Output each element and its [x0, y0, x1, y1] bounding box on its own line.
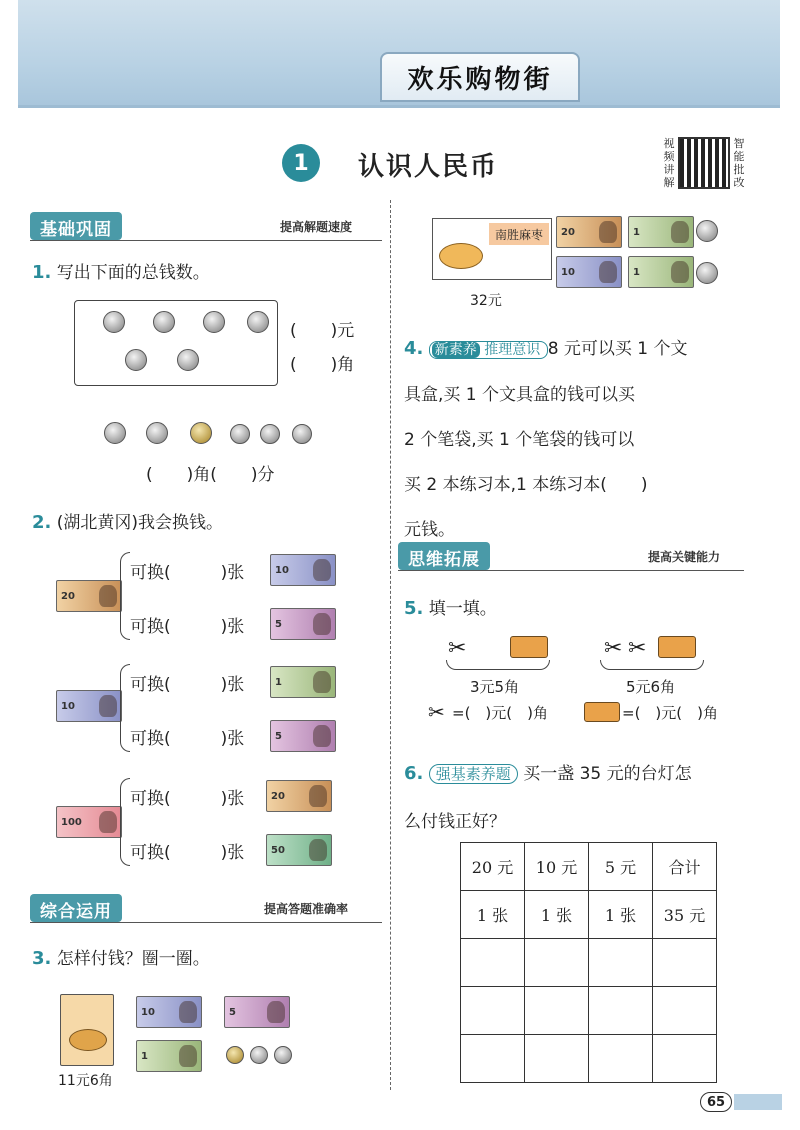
coin-1-yuan-icon	[125, 349, 147, 371]
banknote-10-yuan-icon: 10	[56, 690, 122, 722]
section-basic-subtitle: 提高解题速度	[280, 220, 353, 234]
banknote-5-yuan-icon: 5	[270, 720, 336, 752]
blank-jiao[interactable]: ( )角	[290, 355, 355, 375]
table-row[interactable]	[461, 987, 717, 1035]
question-1: 1. 写出下面的总钱数。	[32, 262, 210, 283]
banknote-50-yuan-icon: 50	[266, 834, 332, 866]
exchange-row: 可换( )张	[130, 729, 245, 749]
lesson-title: 认识人民币	[358, 152, 499, 182]
section-expand-title: 思维拓展	[398, 542, 490, 570]
question-6: 6. 强基素养题 买一盏 35 元的台灯怎 么付钱正好？	[404, 763, 692, 832]
coin-box	[74, 300, 278, 386]
question-2: 2. (湖北黄冈)我会换钱。	[32, 512, 224, 533]
tag-foundation: 强基素养题	[429, 764, 518, 784]
banner-title: 欢乐购物街	[380, 52, 580, 102]
price-left: 11元6角	[58, 1073, 113, 1089]
page-number: 65	[700, 1092, 732, 1112]
scissors-icon: ✂	[428, 700, 445, 724]
price-right: 32元	[470, 293, 502, 309]
coin-5-jiao-icon[interactable]	[226, 1046, 244, 1064]
exchange-row: 可换( )张	[130, 675, 245, 695]
banknote-20-yuan-icon: 20	[266, 780, 332, 812]
banknote-1-yuan-icon[interactable]: 1	[628, 216, 694, 248]
banknote-20-yuan-icon[interactable]: 20	[556, 216, 622, 248]
section-expand-subtitle: 提高关键能力	[648, 550, 721, 564]
exchange-row: 可换( )张	[130, 843, 245, 863]
coin-1-yuan-icon	[103, 311, 125, 333]
banknote-10-yuan-icon: 10	[270, 554, 336, 586]
banknote-20-yuan-icon: 20	[56, 580, 122, 612]
banknote-10-yuan-icon[interactable]: 10	[136, 996, 202, 1028]
coin-1-yuan-icon	[203, 311, 225, 333]
banknote-10-yuan-icon[interactable]: 10	[556, 256, 622, 288]
fill-pencil-box[interactable]: =( )元( )角	[622, 704, 718, 722]
qr-label-right: 智 能 批 改	[733, 137, 745, 189]
coin-1-yuan-icon	[146, 422, 168, 444]
coin-1-yuan-icon[interactable]	[696, 262, 718, 284]
coin-1-yuan-icon[interactable]	[696, 220, 718, 242]
group-2-total: 5元6角	[626, 678, 676, 696]
lesson-number-badge: 1	[282, 144, 320, 182]
question-4: 4. 新素养 推理意识 8 元可以买 1 个文 具盒,买 1 个文具盒的钱可以买 2 个笔袋,买 1 个笔袋的钱可以 买 2 本练习本,1 本练习本( ) 元钱。	[404, 338, 688, 540]
coin-5-jiao-icon	[190, 422, 212, 444]
payment-table	[460, 842, 717, 1083]
pencil-box-icon	[658, 636, 696, 658]
tag-reasoning: 推理意识	[484, 342, 541, 358]
coin-1-jiao-icon	[260, 424, 280, 444]
blank-jiao-fen[interactable]: ( )角( )分	[146, 465, 275, 485]
table-header-row: 20 元 10 元 5 元 合计	[461, 843, 717, 891]
scissors-icon: ✂	[604, 636, 623, 661]
section-apply-subtitle: 提高答题准确率	[264, 902, 349, 916]
exchange-row: 可换( )张	[130, 617, 245, 637]
bread-item-icon	[60, 994, 114, 1066]
group-brace	[446, 660, 550, 670]
table-row[interactable]	[461, 1035, 717, 1083]
pencil-box-icon	[584, 702, 620, 722]
section-rule	[398, 570, 744, 571]
table-row: 1 张 1 张 1 张 35 元	[461, 891, 717, 939]
coin-1-jiao-icon[interactable]	[274, 1046, 292, 1064]
exchange-row: 可换( )张	[130, 563, 245, 583]
banknote-5-yuan-icon[interactable]: 5	[224, 996, 290, 1028]
coin-1-yuan-icon	[104, 422, 126, 444]
page-number-bar	[734, 1094, 782, 1110]
group-1-total: 3元5角	[470, 678, 520, 696]
qr-label-left: 视 频 讲 解	[663, 137, 675, 189]
brace	[120, 552, 130, 640]
exchange-row: 可换( )张	[130, 789, 245, 809]
coin-1-yuan-icon	[247, 311, 269, 333]
snack-item-box	[432, 218, 552, 280]
banknote-1-yuan-icon: 1	[270, 666, 336, 698]
banknote-100-yuan-icon: 100	[56, 806, 122, 838]
brace	[120, 664, 130, 752]
column-divider	[390, 200, 391, 1090]
scissors-icon: ✂	[448, 636, 467, 661]
blank-yuan[interactable]: ( )元	[290, 321, 355, 341]
coin-1-jiao-icon	[230, 424, 250, 444]
tag-new-literacy: 新素养	[432, 342, 480, 358]
section-basic-title: 基础巩固	[30, 212, 122, 240]
coin-1-jiao-icon[interactable]	[250, 1046, 268, 1064]
banknote-1-yuan-icon[interactable]: 1	[628, 256, 694, 288]
qr-code-icon[interactable]	[678, 137, 730, 189]
brace	[120, 778, 130, 866]
fill-scissors[interactable]: =( )元( )角	[452, 704, 548, 722]
banknote-5-yuan-icon: 5	[270, 608, 336, 640]
coin-1-yuan-icon	[153, 311, 175, 333]
question-3: 3. 怎样付钱？圈一圈。	[32, 948, 210, 969]
table-row[interactable]	[461, 939, 717, 987]
group-brace	[600, 660, 704, 670]
section-apply-title: 综合运用	[30, 894, 122, 922]
coin-1-yuan-icon	[177, 349, 199, 371]
pencil-box-icon	[510, 636, 548, 658]
snack-label: 南胜麻枣	[489, 223, 549, 245]
section-rule	[30, 922, 382, 923]
coin-1-jiao-icon	[292, 424, 312, 444]
banknote-1-yuan-icon[interactable]: 1	[136, 1040, 202, 1072]
section-rule	[30, 240, 382, 241]
question-5: 5. 填一填。	[404, 598, 497, 619]
scissors-icon: ✂	[628, 636, 647, 661]
